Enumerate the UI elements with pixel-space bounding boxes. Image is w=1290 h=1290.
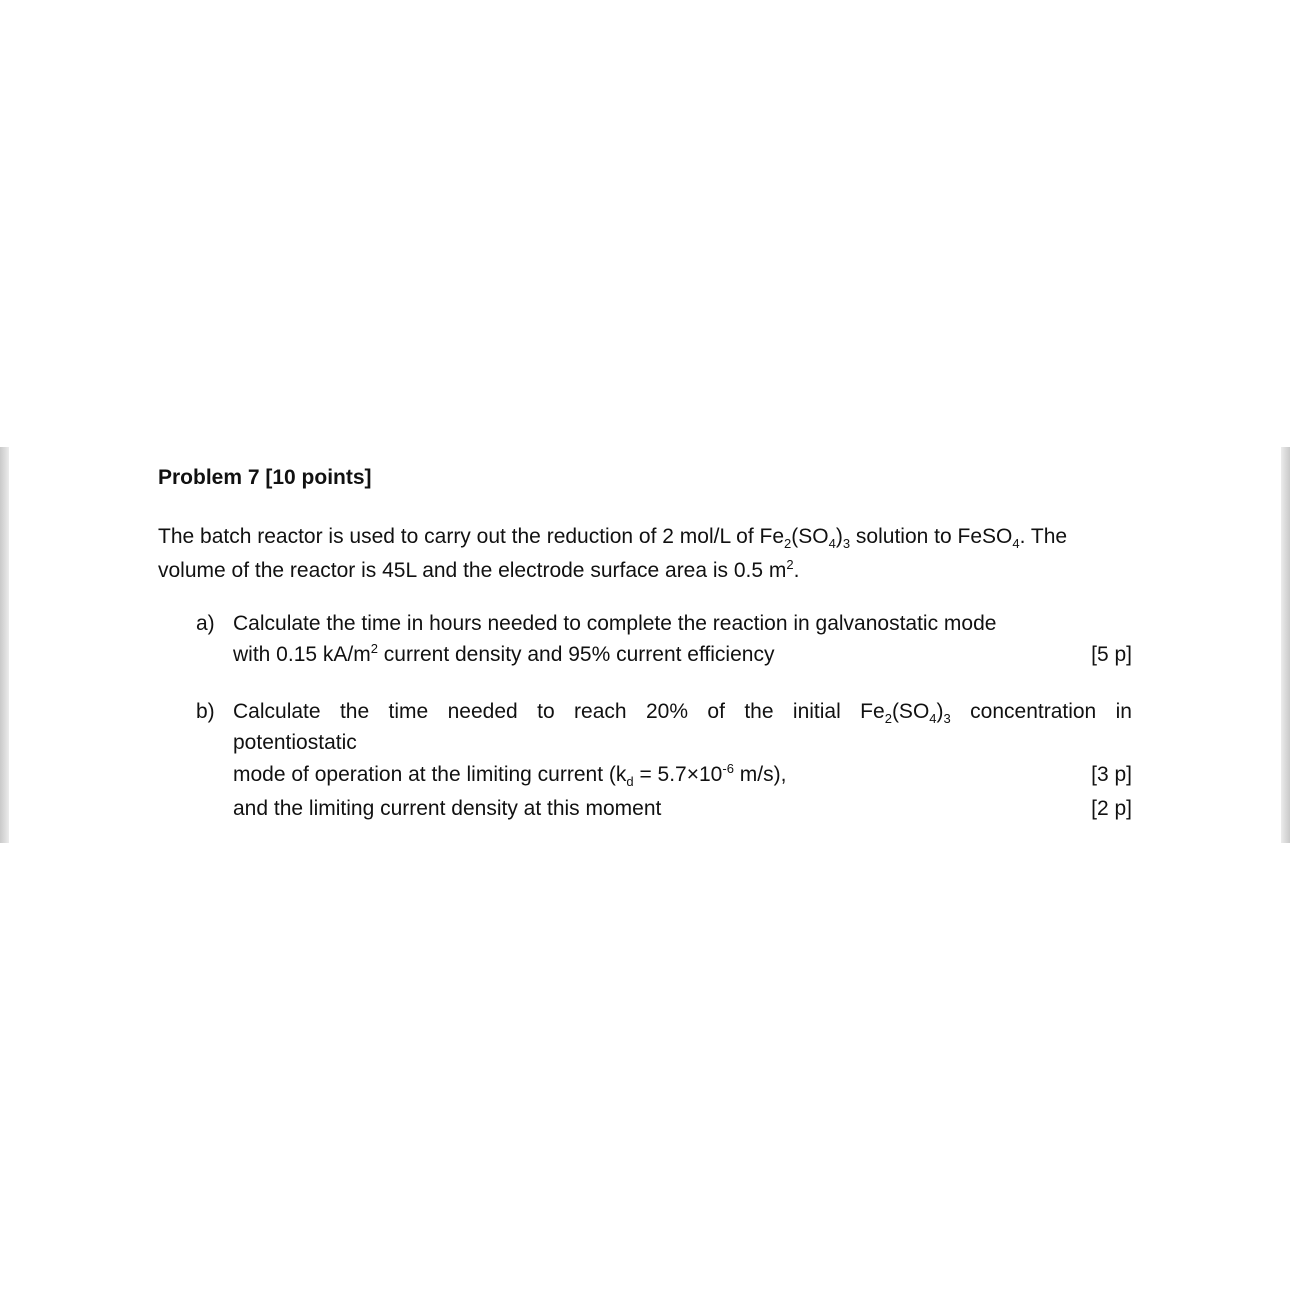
part-a-line [233, 639, 1132, 670]
part-b-text: and the limiting current density at this moment [233, 797, 662, 820]
intro-text: ) [835, 525, 843, 548]
intro-subscript: 2 [784, 536, 792, 552]
part-a-body [233, 608, 1132, 670]
part-b-points-2: [2 p] [1091, 797, 1132, 820]
part-a-text: with 0.15 kA/m [233, 643, 371, 666]
part-b-text: ) [936, 700, 944, 723]
part-b-line [233, 696, 1132, 727]
intro-text: solution to FeSO [850, 525, 1013, 548]
part-a [196, 608, 1132, 670]
part-a-superscript: 2 [370, 641, 378, 656]
part-b-line [233, 792, 1132, 826]
part-b-line: potentiostatic [233, 731, 357, 754]
intro-text: . [793, 559, 800, 582]
part-a-points: [5 p] [1091, 643, 1132, 666]
intro-text: . The [1019, 525, 1068, 548]
intro-text: volume of the reactor is 45L and the electrode surface area is 0.5 m [158, 559, 787, 582]
part-b-text: Calculate the time needed to reach 20% of the initial Fe [233, 700, 885, 723]
intro-subscript: 3 [842, 536, 851, 552]
part-b-superscript: -6 [722, 761, 734, 776]
part-a-line: Calculate the time in hours needed to complete the reaction in galvanostatic mode [233, 612, 997, 635]
part-b-text: m/s), [733, 763, 787, 786]
part-a-label: a) [196, 612, 215, 635]
part-b-subscript: 3 [943, 711, 951, 727]
intro-subscript: 4 [1012, 536, 1020, 552]
part-b-subscript: 4 [929, 711, 937, 727]
part-b-body [233, 696, 1132, 826]
part-b-points-3: [3 p] [1091, 763, 1132, 786]
problem-intro [158, 520, 1132, 588]
intro-text: The batch reactor is used to carry out the reduction of 2 mol/L of Fe [158, 525, 785, 548]
part-b-subscript: d [626, 774, 634, 790]
part-b-line [233, 758, 1132, 792]
part-b-text: = 5.7×10 [633, 763, 723, 786]
part-a-text: current density and 95% current efficiency [377, 643, 775, 666]
problem-title: Problem 7 [10 points] [158, 466, 372, 489]
part-b-text: concentration in [950, 700, 1132, 723]
page-edge-right [1281, 447, 1290, 843]
intro-subscript: 4 [828, 536, 836, 552]
part-b-text: mode of operation at the limiting current (k [233, 763, 627, 786]
part-b-label: b) [196, 700, 215, 723]
page-edge-left [0, 447, 9, 843]
intro-superscript: 2 [786, 557, 794, 572]
part-b [196, 696, 1132, 826]
intro-text: (SO [791, 525, 829, 548]
part-b-subscript: 2 [884, 711, 892, 727]
part-b-text: (SO [891, 700, 930, 723]
